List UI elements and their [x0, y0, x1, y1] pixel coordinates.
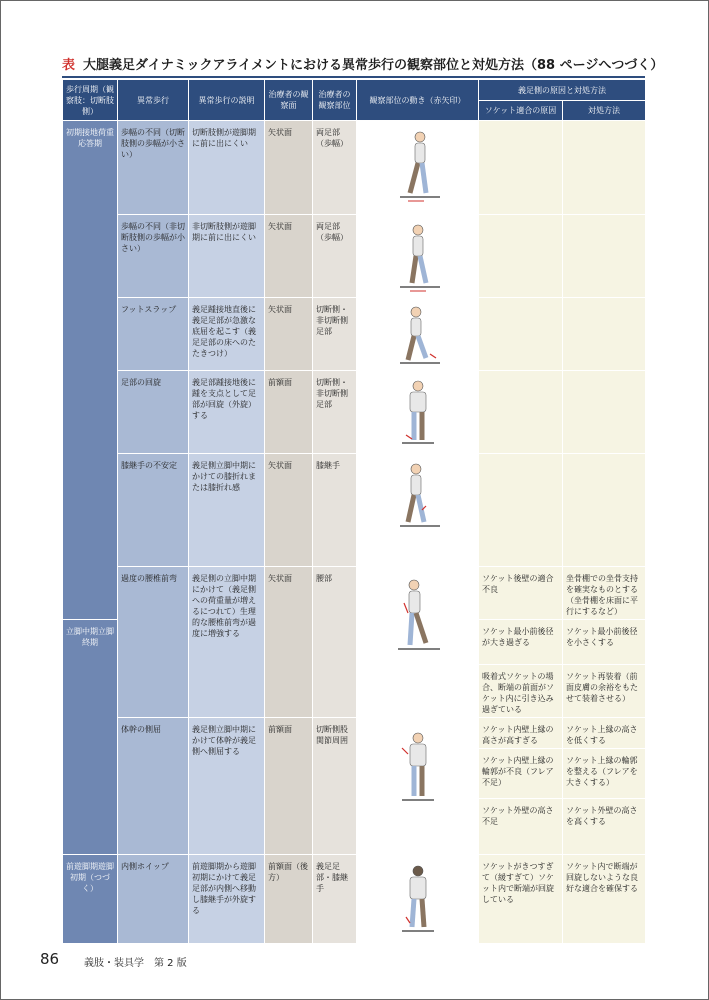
gait-plane: 前額面（後方）	[265, 855, 313, 944]
period-label: 立脚中期立脚終期	[66, 627, 114, 647]
gait-desc: 義足側立脚中期にかけての膝折れまたは膝折れ感	[189, 454, 265, 567]
fix-cell	[563, 298, 646, 371]
gait-part: 膝継手	[313, 454, 357, 567]
header-name: 異常歩行	[118, 80, 189, 121]
gait-figure	[357, 121, 479, 215]
gait-desc: 義足側立脚中期にかけて体幹が義足側へ側屈する	[189, 718, 265, 855]
gait-part: 両足部（歩幅）	[313, 121, 357, 215]
gait-desc: 前遊脚期から遊脚初期にかけて義足足部が内側へ移動し膝継手が外旋する	[189, 855, 265, 944]
gait-plane: 前額面	[265, 718, 313, 855]
fix-cell: ソケット再装着（前面皮膚の余裕をもたせて装着させる）	[563, 665, 646, 718]
header-fix: 対処方法	[563, 101, 646, 121]
gait-desc: 義足踵接地直後に義足足部が急激な底屈を起こす（義足足部の床へのたたきつけ）	[189, 298, 265, 371]
walker-sagittal-figure	[388, 460, 448, 534]
period-pre-swing	[63, 855, 118, 944]
walker-sagittal-figure	[388, 127, 448, 207]
cause-cell	[479, 454, 563, 567]
gait-name: 膝継手の不安定	[118, 454, 189, 567]
gait-name: 足部の回旋	[118, 371, 189, 454]
cause-cell	[479, 371, 563, 454]
gait-desc: 切断肢側が遊脚期に前に出にくい	[189, 121, 265, 215]
period-label: 初期接地荷重応答期	[66, 128, 114, 148]
gait-part: 両足部（歩幅）	[313, 215, 357, 298]
gait-plane: 矢状面	[265, 215, 313, 298]
gait-desc: 義足部踵接地後に踵を支点として足部が回旋（外旋）する	[189, 371, 265, 454]
header-group: 義足側の原因と対処方法	[479, 80, 646, 101]
table-title-text: 大腿義足ダイナミックアライメントにおける異常歩行の観察部位と対処方法（88 ページへつづく）	[83, 58, 664, 73]
header-desc: 異常歩行の説明	[189, 80, 265, 121]
gait-figure	[357, 454, 479, 567]
book-title: 義肢・装具学 第 2 版	[84, 958, 187, 969]
period-initial-contact	[63, 121, 118, 620]
gait-name: フットスラップ	[118, 298, 189, 371]
cause-cell	[479, 121, 563, 215]
gait-plane: 前額面	[265, 371, 313, 454]
gait-name: 体幹の側屈	[118, 718, 189, 855]
header-motion: 観察部位の動き（赤矢印）	[357, 80, 479, 121]
gait-part: 腰部	[313, 567, 357, 718]
gait-desc: 義足側の立脚中期にかけて（義足側への荷重量が増えるにつれて）生理的な腰椎前弯が過度に増強する	[189, 567, 265, 718]
gait-name: 歩幅の不同（切断肢側の歩幅が小さい）	[118, 121, 189, 215]
gait-figure	[357, 567, 479, 718]
cause-cell	[479, 298, 563, 371]
gait-part: 義足足部・膝継手	[313, 855, 357, 944]
fix-cell	[563, 454, 646, 567]
gait-plane: 矢状面	[265, 454, 313, 567]
header-part: 治療者の観察部位	[313, 80, 357, 121]
fix-cell	[563, 121, 646, 215]
table-top-rule	[62, 76, 645, 78]
gait-plane: 矢状面	[265, 121, 313, 215]
walker-sagittal-figure	[388, 304, 448, 368]
cause-cell: ソケット外壁の高さ不足	[479, 799, 563, 855]
gait-name: 内側ホイップ	[118, 855, 189, 944]
fix-cell: ソケット最小前後径を小さくする	[563, 620, 646, 665]
cause-cell: ソケット後壁の適合不良	[479, 567, 563, 620]
fix-cell	[563, 215, 646, 298]
fix-cell: ソケット上縁の輪郭を整える（フレアを大きくする）	[563, 749, 646, 799]
cause-cell: ソケット最小前後径が大き過ぎる	[479, 620, 563, 665]
gait-desc: 非切断肢側が遊脚期に前に出にくい	[189, 215, 265, 298]
walker-frontal-figure	[388, 377, 448, 451]
period-label: 前遊脚期遊脚初期（つづく）	[66, 862, 114, 893]
gait-name: 過度の腰椎前弯	[118, 567, 189, 718]
walker-sagittal-figure	[388, 573, 448, 663]
gait-part: 切断側・非切断側足部	[313, 371, 357, 454]
gait-figure	[357, 215, 479, 298]
gait-figure	[357, 298, 479, 371]
fix-cell	[563, 371, 646, 454]
cause-cell: ソケットがきつすぎて（緩すぎて）ソケット内で断端が回旋している	[479, 855, 563, 944]
gait-plane: 矢状面	[265, 567, 313, 718]
gait-part: 切断側・非切断側足部	[313, 298, 357, 371]
gait-part: 切断側股関節周囲	[313, 718, 357, 855]
header-period: 歩行周期（観察肢：切断肢側）	[63, 80, 118, 121]
page-number: 86	[40, 950, 60, 968]
gait-plane: 矢状面	[265, 298, 313, 371]
cause-cell	[479, 215, 563, 298]
walker-rear-figure	[388, 861, 448, 941]
header-cause: ソケット適合の原因	[479, 101, 563, 121]
cause-cell: 吸着式ソケットの場合、断端の前面がソケット内に引き込み過ぎている	[479, 665, 563, 718]
fix-cell: ソケット上縁の高さを低くする	[563, 718, 646, 749]
fix-cell: 坐骨棚での坐骨支持を確実なものとする（坐骨棚を床面に平行にするなど）	[563, 567, 646, 620]
cause-cell: ソケット内壁上縁の高さが高すぎる	[479, 718, 563, 749]
gait-figure	[357, 855, 479, 944]
fix-cell: ソケット内で断端が回旋しないような良好な適合を確保する	[563, 855, 646, 944]
gait-table	[62, 79, 646, 944]
gait-name: 歩幅の不同（非切断肢側の歩幅が小さい）	[118, 215, 189, 298]
walker-frontal-figure	[388, 724, 448, 814]
gait-figure	[357, 718, 479, 855]
gait-figure	[357, 371, 479, 454]
table-mark: 表	[62, 58, 76, 73]
fix-cell: ソケット外壁の高さを高くする	[563, 799, 646, 855]
cause-cell: ソケット内壁上縁の輪郭が不良（フレア不足）	[479, 749, 563, 799]
table-title	[62, 54, 663, 73]
period-mid-stance	[63, 620, 118, 855]
walker-sagittal-figure	[388, 221, 448, 295]
header-plane: 治療者の観察面	[265, 80, 313, 121]
